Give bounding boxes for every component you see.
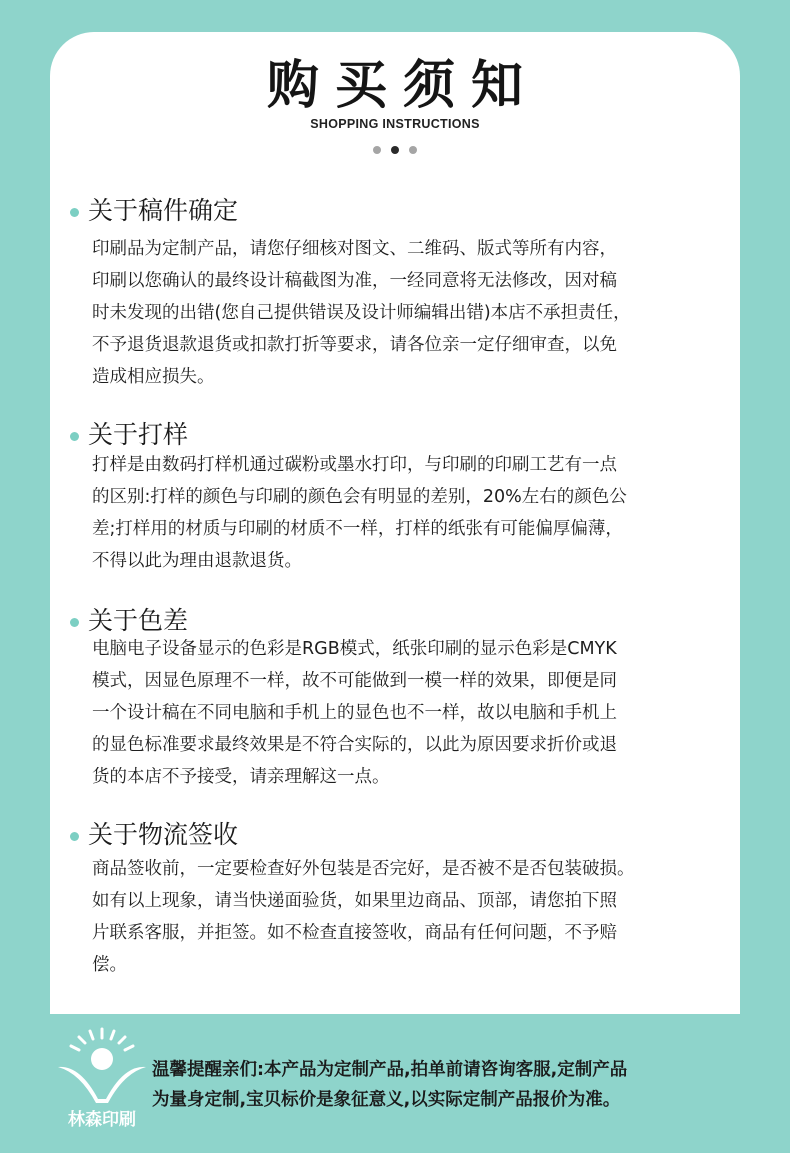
body-line: 造成相应损失。 [92,367,215,387]
section-body [70,853,710,981]
page-title: 购买须知 [266,56,539,116]
footer-notice-line: 温馨提醒亲们:本产品为定制产品,拍单前请咨询客服,定制产品 [152,1060,628,1080]
sun-v-logo-icon [52,1025,152,1105]
body-line: 商品签收前，一定要检查好外包装是否完好，是否被不是否包装破损。 [92,859,635,879]
body-line: 片联系客服，并拒签。如不检查直接签收，商品有任何问题，不予赔 [92,923,617,943]
footer-notice [152,1055,762,1115]
body-line: 印刷品为定制产品，请您仔细核对图文、二维码、版式等所有内容， [92,239,617,259]
body-line: 不得以此为理由退款退货。 [92,551,302,571]
section-body [70,233,710,393]
body-line: 电脑电子设备显示的色彩是RGB模式，纸张印刷的显示色彩是CMYK [92,639,617,659]
section-title: 关于物流签收 [88,820,239,849]
page-subtitle: SHOPPING INSTRUCTIONS [310,117,480,131]
indicator-dot-active [391,146,399,154]
brand-logo-text: 林森印刷 [68,1110,136,1130]
indicator-dot [409,146,417,154]
bullet-dot-icon [70,432,79,441]
section-title: 关于打样 [88,420,189,449]
body-line: 时未发现的出错(您自己提供错误及设计师编辑出错)本店不承担责任， [92,303,631,323]
section-body [70,633,710,793]
section-logistics-receipt [70,817,710,981]
body-line: 模式，因显色原理不一样，故不可能做到一模一样的效果，即便是同 [92,671,617,691]
body-line: 的显色标准要求最终效果是不符合实际的，以此为原因要求折价或退 [92,735,617,755]
section-body [70,449,710,577]
body-line: 如有以上现象，请当快递面验货，如果里边商品、顶部，请您拍下照 [92,891,617,911]
section-proofing [70,417,710,577]
body-line: 的区别:打样的颜色与印刷的颜色会有明显的差别，20%左右的颜色公 [92,487,627,507]
section-title: 关于稿件确定 [88,196,239,225]
section-title: 关于色差 [88,606,189,635]
page-indicator [0,146,790,154]
body-line: 偿。 [92,955,127,975]
bullet-dot-icon [70,618,79,627]
bullet-dot-icon [70,208,79,217]
brand-logo [52,1025,152,1130]
indicator-dot [373,146,381,154]
bullet-dot-icon [70,832,79,841]
footer-notice-line: 为量身定制,宝贝标价是象征意义,以实际定制产品报价为准。 [152,1090,621,1110]
body-line: 不予退货退款退货或扣款打折等要求，请各位亲一定仔细审查，以免 [92,335,617,355]
body-line: 差;打样用的材质与印刷的材质不一样，打样的纸张有可能偏厚偏薄， [92,519,623,539]
body-line: 一个设计稿在不同电脑和手机上的显色也不一样，故以电脑和手机上 [92,703,617,723]
section-color-difference [70,603,710,793]
body-line: 打样是由数码打样机通过碳粉或墨水打印，与印刷的印刷工艺有一点 [92,455,617,475]
section-draft-confirmation [70,193,710,393]
body-line: 货的本店不予接受，请亲理解这一点。 [92,767,390,787]
body-line: 印刷以您确认的最终设计稿截图为准，一经同意将无法修改，因对稿 [92,271,617,291]
